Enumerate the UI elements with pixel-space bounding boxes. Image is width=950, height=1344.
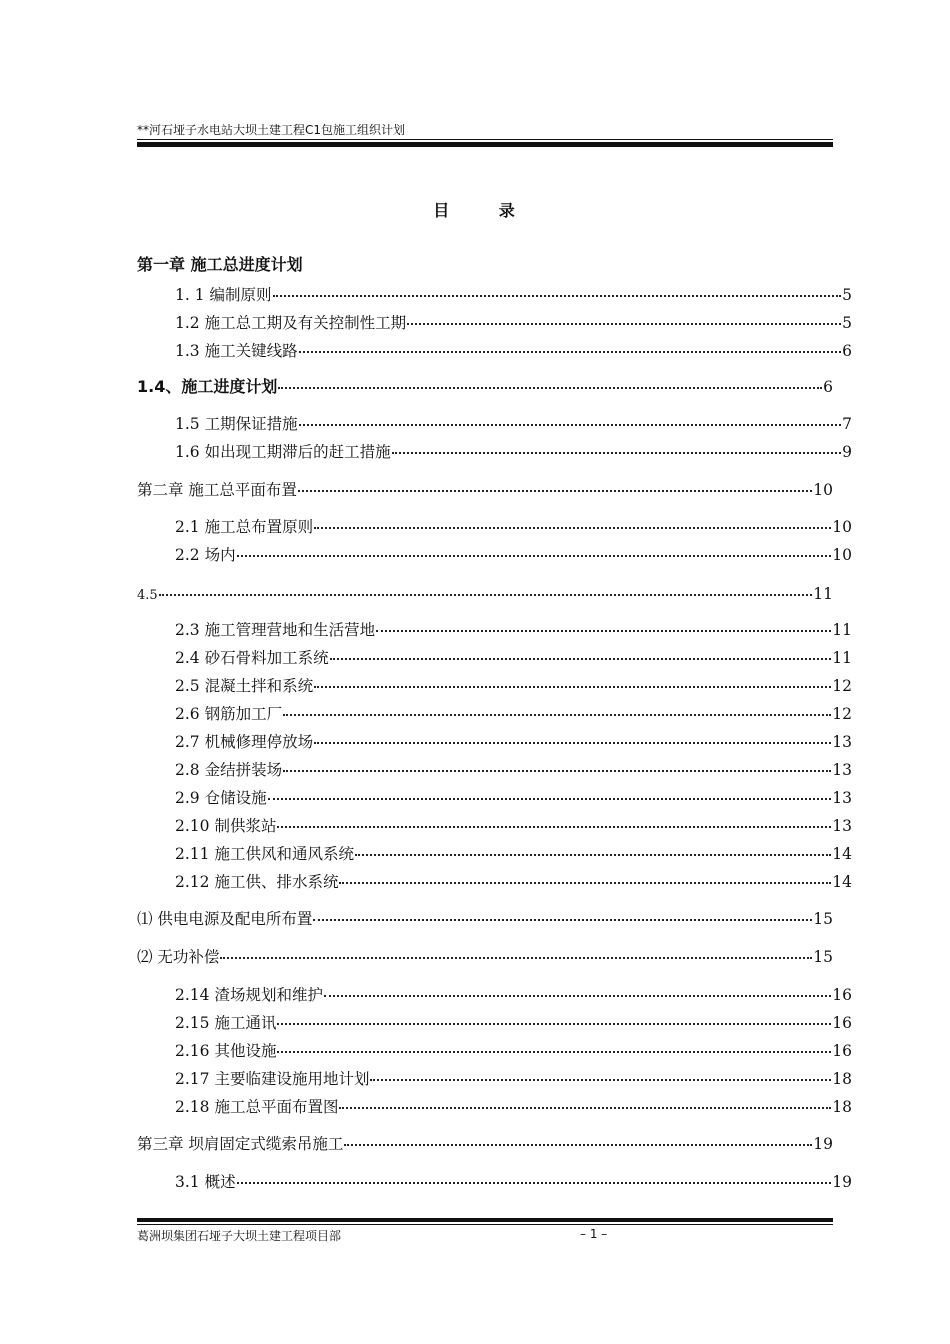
dot-leader — [298, 474, 812, 492]
toc-entry-page: 12 — [832, 704, 852, 723]
toc-entry-label: 1.5 工期保证措施 — [175, 414, 298, 433]
toc-entry-page: 13 — [832, 788, 852, 807]
toc-entry[interactable] — [156, 841, 852, 864]
toc-entry-label: 2.16 其他设施 — [175, 1041, 277, 1060]
dot-leader — [299, 408, 842, 426]
dot-leader — [268, 782, 832, 800]
dot-leader — [407, 307, 841, 325]
toc-entry-label: 2.5 混凝土拌和系统 — [175, 676, 314, 695]
toc-entry-page: 19 — [832, 1172, 852, 1191]
toc-entry-label: 2.4 砂石骨料加工系统 — [175, 648, 329, 667]
toc-entry-page: 11 — [832, 620, 852, 639]
toc-entry-page: 12 — [832, 676, 852, 695]
toc-title: 目 录 — [433, 201, 517, 220]
dot-leader — [237, 539, 832, 557]
toc-entry-label: 2.1 施工总布置原则 — [175, 517, 314, 536]
toc-entry[interactable] — [156, 757, 852, 780]
toc-entry-label: 2.9 仓储设施 — [175, 788, 267, 807]
toc-entry-page: 10 — [813, 480, 833, 499]
toc-entry-label: 1.6 如出现工期滞后的赶工措施 — [175, 442, 391, 461]
table-of-contents — [137, 0, 852, 1344]
toc-entry-page: 16 — [832, 1013, 852, 1032]
toc-entry-page: 6 — [842, 341, 852, 360]
toc-entry[interactable] — [156, 813, 852, 836]
toc-entry-bold[interactable] — [137, 374, 833, 397]
toc-entry[interactable] — [156, 514, 852, 537]
footer-page-number: – 1 – — [580, 1227, 608, 1241]
toc-entry[interactable] — [156, 869, 852, 892]
toc-entry-page: 13 — [832, 760, 852, 779]
toc-entry-label: 2.12 施工供、排水系统 — [175, 872, 339, 891]
toc-entry-page: 15 — [813, 947, 833, 966]
dot-leader — [313, 903, 812, 921]
dot-leader — [324, 979, 831, 997]
toc-entry[interactable] — [156, 439, 852, 462]
toc-entry-page: 10 — [832, 545, 852, 564]
dot-leader — [273, 279, 842, 297]
toc-entry-label: 2.10 制供浆站 — [175, 816, 277, 835]
toc-entry-chapter-1[interactable] — [137, 252, 833, 275]
toc-entry[interactable] — [156, 338, 852, 361]
dot-leader — [355, 838, 831, 856]
toc-entry[interactable] — [137, 581, 833, 603]
running-header-title: **河石垭子水电站大坝土建工程C1包施工组织计划 — [137, 123, 406, 137]
toc-entry-label: 2.17 主要临建设施用地计划 — [175, 1069, 370, 1088]
dot-leader — [277, 810, 831, 828]
toc-entry-page: 9 — [842, 442, 852, 461]
toc-entry-page: 19 — [813, 1134, 833, 1153]
dot-leader — [344, 1128, 812, 1146]
toc-entry-page: 14 — [832, 872, 852, 891]
dot-leader — [283, 698, 831, 716]
toc-entry-label: 1. 1 编制原则 — [175, 285, 272, 304]
toc-entry-label: 1.3 施工关键线路 — [175, 341, 298, 360]
toc-entry-label: 2.11 施工供风和通风系统 — [175, 844, 354, 863]
dot-leader — [278, 372, 822, 390]
toc-entry-label: 2.15 施工通讯 — [175, 1013, 277, 1032]
toc-entry[interactable] — [156, 729, 852, 752]
toc-entry-label: 第一章 施工总进度计划 — [137, 255, 303, 274]
toc-entry-chapter-3[interactable] — [137, 1131, 833, 1154]
toc-entry-page: 16 — [832, 1041, 852, 1060]
toc-entry-label: 3.1 概述 — [175, 1172, 236, 1191]
toc-entry-label: 第三章 坝肩固定式缆索吊施工 — [137, 1134, 344, 1153]
dot-leader — [314, 670, 831, 688]
footer-organization: 葛洲坝集团石垭子大坝土建工程项目部 — [137, 1229, 342, 1243]
toc-entry-page: 11 — [832, 648, 852, 667]
toc-entry-page: 7 — [842, 414, 852, 433]
footer-rule-thin — [137, 1224, 833, 1225]
toc-entry-label: 1.4、施工进度计划 — [137, 377, 278, 396]
dot-leader — [237, 1166, 832, 1184]
toc-entry-label: 2.2 场内 — [175, 545, 236, 564]
dot-leader — [339, 1091, 831, 1109]
toc-entry[interactable] — [156, 282, 852, 305]
toc-entry-label: 2.7 机械修理停放场 — [175, 732, 314, 751]
toc-entry[interactable] — [156, 701, 852, 724]
toc-entry-page: 13 — [832, 732, 852, 751]
toc-entry-page: 18 — [832, 1097, 852, 1116]
toc-entry[interactable] — [156, 982, 852, 1005]
toc-entry[interactable] — [156, 1010, 852, 1033]
dot-leader — [376, 614, 831, 632]
toc-entry[interactable] — [156, 785, 852, 808]
dot-leader — [330, 642, 832, 660]
dot-leader — [277, 1035, 831, 1053]
dot-leader — [339, 866, 831, 884]
toc-entry[interactable] — [137, 944, 833, 967]
toc-entry[interactable] — [156, 617, 852, 640]
dot-leader — [314, 511, 831, 529]
toc-entry[interactable] — [156, 542, 852, 565]
toc-entry-page: 13 — [832, 816, 852, 835]
toc-entry-page: 6 — [823, 378, 833, 396]
toc-entry[interactable] — [156, 645, 852, 668]
toc-entry-label: 1.2 施工总工期及有关控制性工期 — [175, 313, 407, 332]
toc-entry[interactable] — [137, 906, 833, 929]
toc-entry-label: 2.8 金结拼装场 — [175, 760, 283, 779]
dot-leader — [159, 578, 813, 596]
toc-entry-page: 18 — [832, 1069, 852, 1088]
toc-entry-label: 2.6 钢筋加工厂 — [175, 704, 283, 723]
toc-entry-page: 16 — [832, 985, 852, 1004]
dot-leader — [277, 1007, 831, 1025]
toc-entry[interactable] — [156, 1094, 852, 1117]
toc-entry[interactable] — [156, 673, 852, 696]
toc-entry-label: 2.18 施工总平面布置图 — [175, 1097, 339, 1116]
dot-leader — [392, 436, 842, 454]
toc-entry[interactable] — [156, 1066, 852, 1089]
dot-leader — [220, 941, 812, 959]
toc-entry-page: 11 — [813, 584, 833, 603]
dot-leader — [283, 754, 831, 772]
toc-entry-label: 2.3 施工管理营地和生活营地 — [175, 620, 376, 639]
toc-entry[interactable] — [156, 411, 852, 434]
toc-entry-page: 15 — [813, 909, 833, 928]
toc-entry[interactable] — [156, 1038, 852, 1061]
toc-entry-chapter-2[interactable] — [137, 477, 833, 500]
toc-entry-page: 10 — [832, 517, 852, 536]
toc-entry-label: 4.5 — [137, 587, 158, 603]
toc-entry[interactable] — [156, 1169, 852, 1192]
toc-entry-page: 5 — [842, 285, 852, 304]
toc-entry-label: 第二章 施工总平面布置 — [137, 480, 297, 499]
dot-leader — [299, 335, 842, 353]
toc-entry-page: 5 — [842, 313, 852, 332]
toc-entry-label: ⑵ 无功补偿 — [137, 947, 220, 966]
toc-entry-label: 2.14 渣场规划和维护 — [175, 985, 323, 1004]
dot-leader — [314, 726, 831, 744]
toc-entry[interactable] — [156, 310, 852, 333]
footer-rule-thick — [137, 1218, 833, 1222]
toc-entry-label: ⑴ 供电电源及配电所布置 — [137, 909, 313, 928]
dot-leader — [370, 1063, 831, 1081]
toc-entry-page: 14 — [832, 844, 852, 863]
